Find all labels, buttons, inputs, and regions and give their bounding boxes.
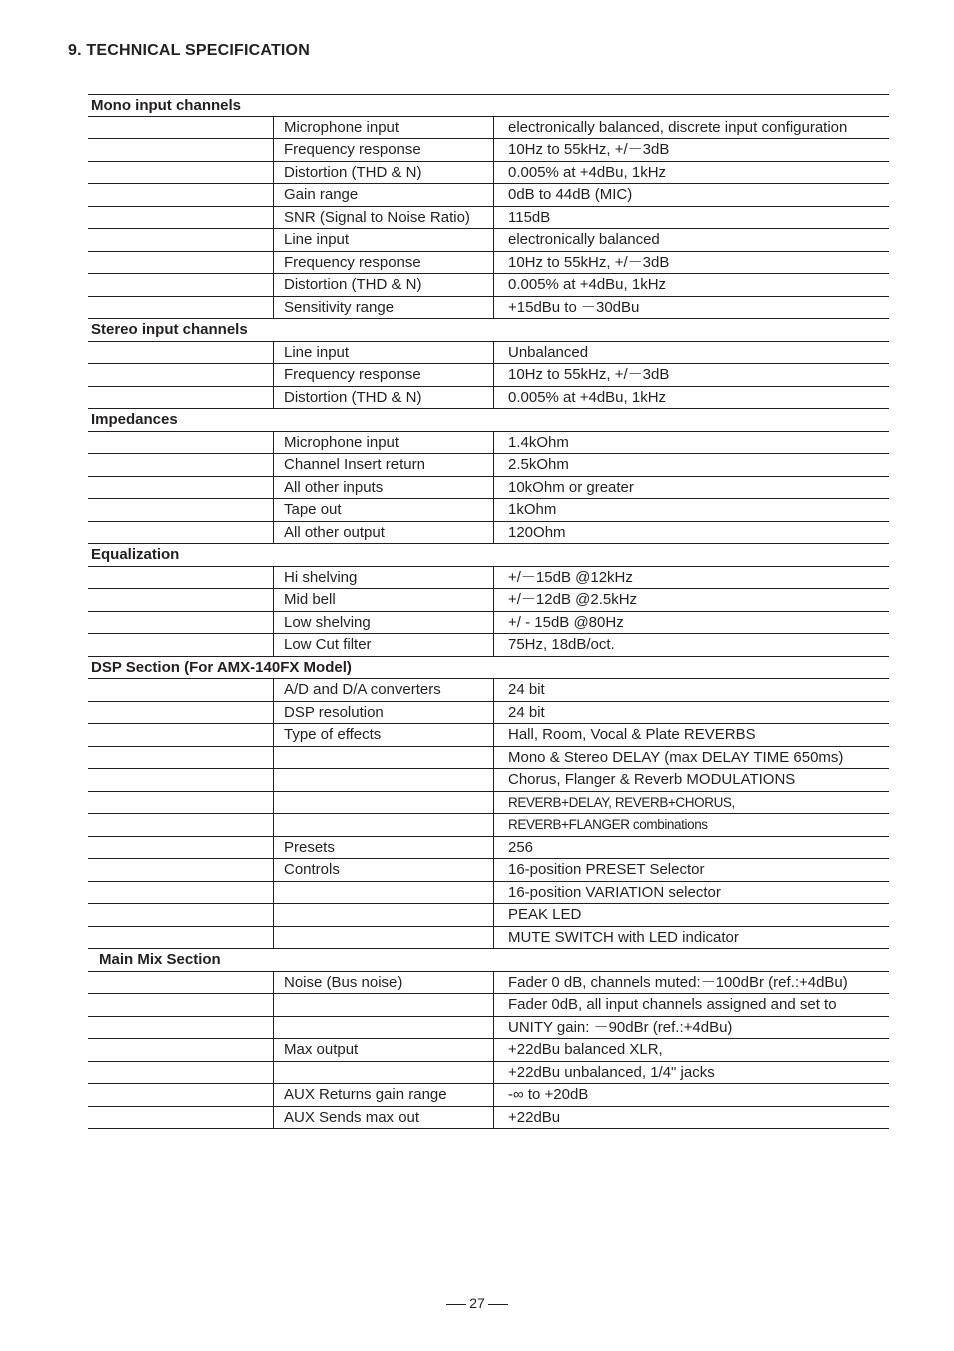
spec-row [88,207,889,230]
blank-cell [88,837,274,859]
spec-row [88,162,889,185]
spec-parameter [274,927,494,949]
blank-cell [88,1107,274,1129]
section-header [88,949,889,972]
spec-value: 0.005% at +4dBu, 1kHz [508,163,667,181]
blank-cell [88,972,274,994]
spec-value: 16-position VARIATION selector [508,883,721,901]
spec-value: 1.4kOhm [508,433,569,451]
blank-cell [88,702,274,724]
spec-parameter [274,1062,494,1084]
spec-row [88,792,889,815]
spec-row [88,274,889,297]
blank-cell [88,522,274,544]
section-title: Main Mix Section [99,951,221,968]
spec-value: +15dBu to －30dBu [508,298,640,316]
spec-value: electronically balanced [508,231,660,248]
blank-cell [88,364,274,386]
spec-parameter: Gain range [274,184,494,206]
spec-parameter [274,769,494,791]
spec-value: Fader 0dB, all input channels assigned and set to [508,996,837,1013]
blank-cell [88,769,274,791]
spec-row [88,994,889,1017]
spec-value: 10Hz to 55kHz, +/－3dB [508,141,670,158]
blank-cell [88,1017,274,1039]
spec-parameter: Controls [274,859,494,881]
spec-parameter: Low shelving [274,612,494,634]
blank-cell [88,567,274,589]
spec-parameter: SNR (Signal to Noise Ratio) [274,207,494,229]
blank-cell [88,792,274,814]
spec-row [88,972,889,995]
blank-cell [88,454,274,476]
blank-cell [88,162,274,184]
spec-value: 24 bit [508,681,545,698]
section-title: DSP Section (For AMX-140FX Model) [91,658,352,676]
spec-row [88,1107,889,1130]
blank-cell [88,387,274,409]
spec-row [88,387,889,410]
section-header [88,319,889,342]
spec-value: 10Hz to 55kHz, +/－3dB [508,366,670,383]
blank-cell [88,814,274,836]
spec-row [88,679,889,702]
blank-cell [88,994,274,1016]
section-title: Mono input channels [91,97,241,114]
spec-value: UNITY gain: －90dBr (ref.:+4dBu) [508,1018,733,1036]
blank-cell [88,634,274,656]
spec-row [88,1017,889,1040]
spec-row [88,589,889,612]
spec-row [88,297,889,320]
spec-value: PEAK LED [508,906,582,923]
spec-row [88,1039,889,1062]
blank-cell [88,499,274,521]
spec-value: 0.005% at +4dBu, 1kHz [508,388,667,406]
spec-parameter [274,904,494,926]
footer-rule-right [488,1304,508,1305]
spec-row [88,1062,889,1085]
spec-value: 0.005% at +4dBu, 1kHz [508,276,667,293]
spec-value: +/－12dB @2.5kHz [508,591,638,608]
spec-parameter: Channel Insert return [274,454,494,476]
spec-row [88,184,889,207]
spec-parameter: Microphone input [274,117,494,139]
spec-value: Fader 0 dB, channels muted:－100dBr (ref.:+4dBu) [508,973,848,991]
spec-parameter [274,994,494,1016]
spec-value: +/－15dB @12kHz [508,568,633,586]
spec-row [88,904,889,927]
section-header [88,657,889,680]
spec-value: +/ - 15dB @80Hz [508,613,624,631]
spec-row [88,859,889,882]
spec-parameter: Distortion (THD & N) [274,387,494,409]
blank-cell [88,297,274,319]
spec-parameter: Noise (Bus noise) [274,972,494,994]
spec-row [88,522,889,545]
spec-row [88,1084,889,1107]
spec-value: Hall, Room, Vocal & Plate REVERBS [508,726,756,743]
spec-row [88,499,889,522]
spec-row [88,634,889,657]
spec-parameter: All other inputs [274,477,494,499]
spec-value: +22dBu [508,1108,561,1126]
spec-parameter [274,792,494,814]
blank-cell [88,117,274,139]
blank-cell [88,252,274,274]
spec-value: REVERB+DELAY, REVERB+CHORUS, [508,794,735,810]
spec-row [88,117,889,140]
spec-row [88,612,889,635]
blank-cell [88,882,274,904]
section-header [88,409,889,432]
spec-value: 75Hz, 18dB/oct. [508,636,615,653]
spec-row [88,139,889,162]
blank-cell [88,589,274,611]
spec-parameter: Mid bell [274,589,494,611]
blank-cell [88,859,274,881]
spec-value: electronically balanced, discrete input configuration [508,118,848,136]
spec-value: 24 bit [508,703,545,721]
spec-row [88,724,889,747]
blank-cell [88,747,274,769]
section-title: Equalization [91,546,180,563]
blank-cell [88,207,274,229]
spec-parameter: Distortion (THD & N) [274,274,494,296]
page-footer [0,1295,954,1311]
spec-row [88,882,889,905]
spec-parameter: Tape out [274,499,494,521]
spec-row [88,364,889,387]
spec-row [88,454,889,477]
spec-row [88,477,889,500]
spec-value: MUTE SWITCH with LED indicator [508,928,739,946]
spec-row [88,432,889,455]
spec-parameter: Line input [274,229,494,251]
blank-cell [88,477,274,499]
spec-row [88,837,889,860]
spec-row [88,342,889,365]
spec-value: 10kOhm or greater [508,478,634,496]
spec-parameter [274,882,494,904]
blank-cell [88,274,274,296]
page-number: 27 [469,1295,485,1311]
spec-row [88,702,889,725]
spec-parameter: Frequency response [274,139,494,161]
blank-cell [88,342,274,364]
spec-row [88,229,889,252]
spec-row [88,927,889,950]
blank-cell [88,139,274,161]
spec-value: 10Hz to 55kHz, +/－3dB [508,253,670,271]
section-title: Stereo input channels [91,321,248,338]
blank-cell [88,1084,274,1106]
spec-value: Chorus, Flanger & Reverb MODULATIONS [508,771,796,788]
spec-parameter [274,747,494,769]
blank-cell [88,432,274,454]
spec-row [88,769,889,792]
spec-value: REVERB+FLANGER combinations [508,817,708,832]
spec-value: +22dBu unbalanced, 1/4" jacks [508,1063,715,1081]
spec-parameter: Max output [274,1039,494,1061]
page-title: 9. TECHNICAL SPECIFICATION [68,42,310,59]
spec-parameter: Low Cut filter [274,634,494,656]
spec-value: 1kOhm [508,501,557,518]
spec-row [88,747,889,770]
blank-cell [88,679,274,701]
blank-cell [88,724,274,746]
footer-rule-left [446,1304,466,1305]
spec-row [88,814,889,837]
spec-value: Mono & Stereo DELAY (max DELAY TIME 650ms) [508,748,844,766]
spec-parameter: Hi shelving [274,567,494,589]
blank-cell [88,1062,274,1084]
spec-value: 2.5kOhm [508,456,569,473]
spec-row [88,567,889,590]
section-header [88,94,889,117]
blank-cell [88,184,274,206]
spec-value: 115dB [508,208,551,226]
blank-cell [88,1039,274,1061]
spec-table [88,94,889,1129]
spec-value: 120Ohm [508,523,566,541]
spec-value: -∞ to +20dB [508,1086,589,1103]
spec-parameter: A/D and D/A converters [274,679,494,701]
blank-cell [88,904,274,926]
spec-parameter: Line input [274,342,494,364]
spec-parameter: AUX Returns gain range [274,1084,494,1106]
spec-parameter: Microphone input [274,432,494,454]
spec-row [88,252,889,275]
spec-parameter: Frequency response [274,252,494,274]
section-header [88,544,889,567]
spec-value: +22dBu balanced XLR, [508,1041,663,1058]
spec-value: 0dB to 44dB (MIC) [508,186,633,203]
spec-parameter: Sensitivity range [274,297,494,319]
spec-parameter: Type of effects [274,724,494,746]
spec-parameter [274,1017,494,1039]
spec-parameter: All other output [274,522,494,544]
spec-value: 16-position PRESET Selector [508,861,705,878]
spec-parameter: AUX Sends max out [274,1107,494,1129]
blank-cell [88,229,274,251]
spec-parameter [274,814,494,836]
spec-value: 256 [508,838,534,856]
spec-parameter: Presets [274,837,494,859]
spec-parameter: Distortion (THD & N) [274,162,494,184]
spec-value: Unbalanced [508,343,589,361]
blank-cell [88,927,274,949]
section-title: Impedances [91,411,178,428]
blank-cell [88,612,274,634]
spec-parameter: DSP resolution [274,702,494,724]
spec-parameter: Frequency response [274,364,494,386]
